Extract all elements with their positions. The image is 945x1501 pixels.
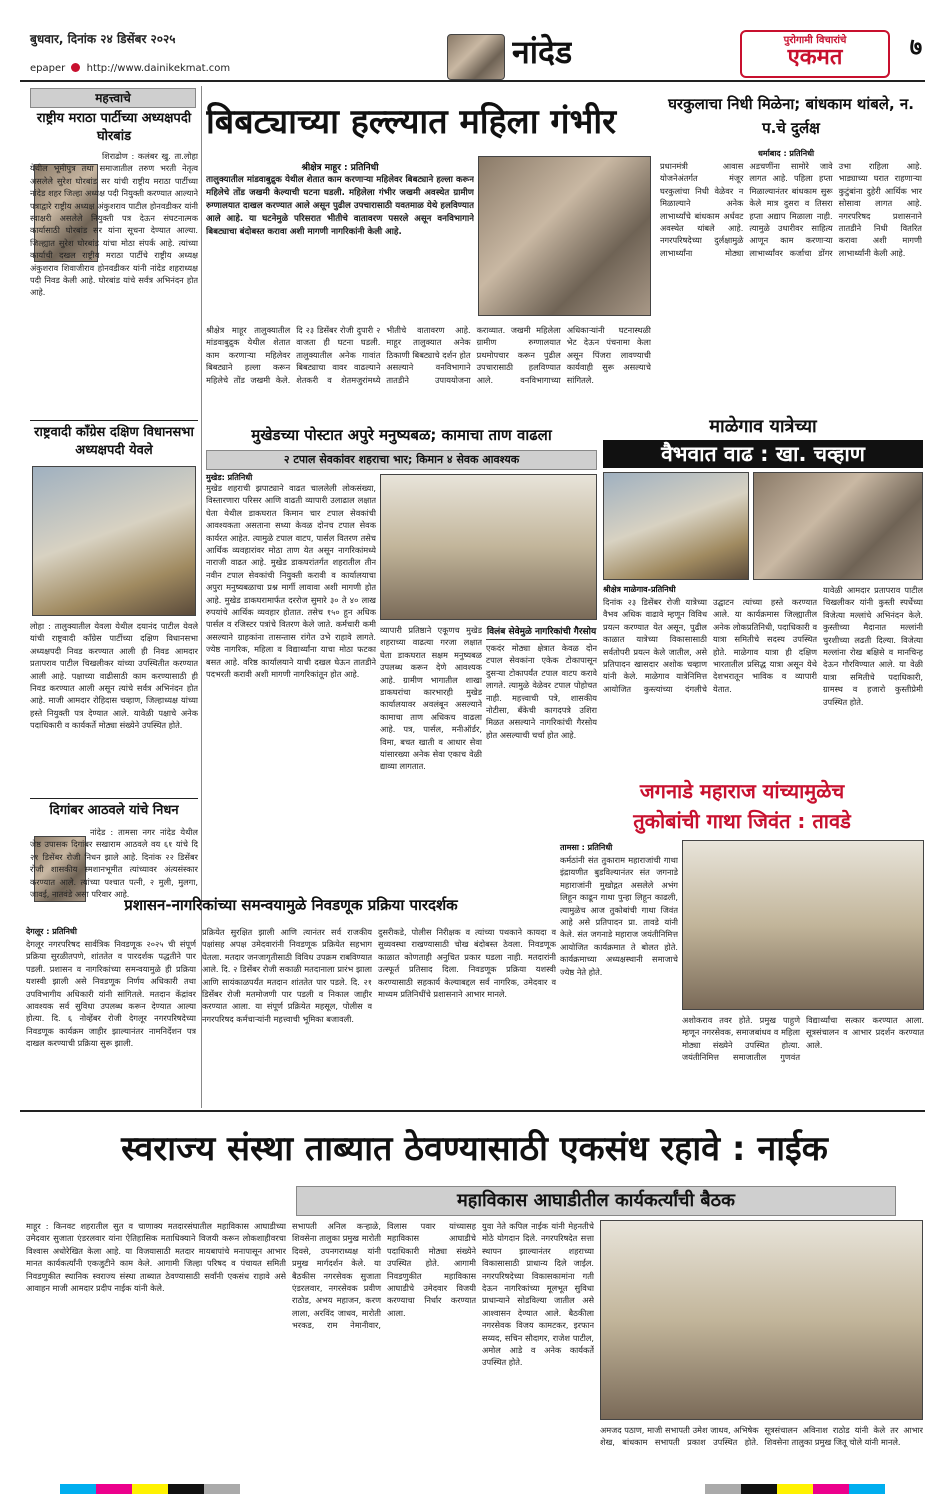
gharkul-body: प्रधानमंत्री आवास योजनेअंतर्गत मंजूर घरकुलांचा निधी वेळेवर न मिळाल्याने अनेक लाभार्थ्यांचे बांधकाम अर्धवट अवस्थेत थांबले आहे. नगरपरिषदेच्या दुर्लक्षामुळे लाभार्थ्यांना मोठ्या अडचणींना सामोरे जावे लागत आहे. पहिला हप्ता मिळाल्यानंतर बांधकाम सुरू केले मात्र दुसरा व तिसरा हप्ता अद्याप मिळाला नाही. त्यामुळे उधारीवर साहित्य आणून काम करणाऱ्या लाभार्थ्यांवर कर्जाचा डोंगर उभा राहिला आहे. भाड्याच्या घरात राहणाऱ्या कुटुंबांना दुहेरी आर्थिक भार सोसावा लागत आहे. नगरपरिषद प्रशासनाने तातडीने निधी वितरित करावा अशी मागणी लाभार्थ्यांनी केली आहे.	[660, 161, 922, 258]
color-bar-right	[705, 1484, 885, 1494]
story1-text: शिराढोण : कलंबर खु. ता.लोहा येथील भूमीपुत्र तथा समाजातील तरुण भरती नेतृत्व असलेले सुरेश घोरबांड सर यांची राष्ट्रीय मराठा पार्टीच्या नांदेड शहर जिल्हा अध्यक्ष पदी नियुक्ती करण्यात आल्याने पत्राद्वारे राष्ट्रीय अध्यक्ष अंकुशराव पाटील होनवडीकर यांनी स्वाक्षरी असलेले नियुक्ती पत्र देऊन संघटनात्मक कार्यासाठी घोरबांड सर यांना सूचना देण्यात आल्या. जिल्ह्यात सुरेश घोरबांड यांचा मोठा संपर्क आहे. त्यांच्या कार्याची दखल राष्ट्रीय मराठा पार्टीचे राष्ट्रीय अध्यक्ष अंकुशराव शिवाजीराव होनवडीकर यांनी नांदेड शहराध्यक्ष पदी निवड केली आहे. घोरबांड यांचे सर्वत्र अभिनंदन होत आहे.	[30, 151, 198, 298]
naik-caption: अमजद पठाण, माजी सभापती उमेश जाधव, अभिषेक शेख, बांधकाम सभापती प्रकाश उपस्थित होते. सूत्रसंचालन अविनाश राठोड यांनी केले तर आभार शिवसेना तालुका प्रमुख जितू चोले यांनी मानले.	[600, 1425, 923, 1448]
lead-photo	[478, 156, 651, 316]
malegaon-photo-2	[753, 472, 923, 580]
malegaon-photo-1	[603, 472, 749, 580]
post-sidebar-head: विलंब सेवेमुळे नागरिकांची गैरसोय	[486, 624, 597, 640]
story2-headline: राष्ट्रवादी काँग्रेस दक्षिण विधानसभा अध्यक्षपदी येवले	[34, 425, 194, 458]
jagnade-body2: अशोकराव तवर होते. प्रमुख पाहुणे म्हणून नगरसेवक, समाजबांधव व महिला मोठ्या संख्येने उपस्थित होत्या. जयंतीनिमित्त समाजातील गुणवंत विद्यार्थ्यांचा सत्कार करण्यात आला. सूत्रसंचालन व आभार प्रदर्शन करण्यात आले.	[682, 1015, 924, 1063]
date-line: बुधवार, दिनांक २४ डिसेंबर २०२५	[30, 32, 176, 46]
city-emblem	[447, 34, 505, 80]
malegaon-byline: श्रीक्षेत्र माळेगाव-प्रतिनिधी	[603, 585, 676, 594]
naik-body: माहूर : किनवट शहरातील सुत व चाणाक्य मतदारसंघातील महाविकास आघाडीच्या उमेदवार सुजाता एंडरलवार यांना ऐतिहासिक मताधिक्याने विजयी करून लोकशाहीवरचा विश्वास अधोरेखित केला आहे. या विजयासाठी मतदार मायबापांचे मनापासून आभार मानत कार्यकर्त्यांनी एकजुटीने काम केले. आगामी जिल्हा परिषद व पंचायत समिती निवडणुकीत स्थानिक स्वराज्य संस्था ताब्यात ठेवण्यासाठी सर्वांनी एकसंध राहावे असे आवाहन माजी आमदार प्रदीप नाईक यांनी केले.	[26, 1221, 286, 1294]
color-bar-left	[60, 1484, 240, 1494]
post-byline: मुखेड: प्रतिनिधी	[206, 473, 253, 482]
gharkul-byline: धर्माबाद : प्रतिनिधी	[758, 149, 815, 158]
story2-text: लोहा : तालुक्यातील येवला येथील दयानंद पाटील येवले यांची राष्ट्रवादी काँग्रेस पार्टीच्या दक्षिण विधानसभा अध्यक्षपदी निवड करण्यात आली ही निवड आमदार प्रतापराव पाटील चिखलीकर यांच्या उपस्थितीत करण्यात आली आहे. पक्षाच्या वाढीसाठी काम करण्यासाठी ही निवड करण्यात आली असून त्यांचे सर्वत्र अभिनंदन होत आहे. माजी आमदार रोहिदास चव्हाण, जिल्हाध्यक्ष यांच्या हस्ते नियुक्ती पत्र देण्यात आले. यावेळी पक्षाचे अनेक पदाधिकारी व कार्यकर्ते मोठ्या संख्येने उपस्थित होते.	[30, 621, 198, 731]
jagnade-body: कर्मठांनी संत तुकाराम महाराजांची गाथा इंद्रायणीत बुडविल्यानंतर संत जगनाडे महाराजांनी मुखोद्गत असलेले अभंग लिहून काढून गाथा पुन्हा लिहून काढली, त्यामुळेच आज तुकोबांची गाथा जिवंत आहे असे प्रतिपादन प्रा. तावडे यांनी केले. संत जगनाडे महाराज जयंतीनिमित्त आयोजित कार्यक्रमात ते बोलत होते. कार्यक्रमाच्या अध्यक्षस्थानी समाजाचे ज्येष्ठ नेते होते.	[560, 855, 678, 977]
naik-photo	[600, 1220, 923, 1420]
page-number: ७	[909, 33, 923, 61]
globe-icon	[71, 63, 80, 72]
epaper-label: epaper	[30, 63, 66, 74]
story3-headline: दिगांबर आठवले यांचे निधन	[49, 803, 179, 818]
naik-headline: स्वराज्य संस्था ताब्यात ठेवण्यासाठी एकसंध रहावे : नाईक	[121, 1129, 828, 1169]
gharkul-headline: घरकुलाचा निधी मिळेना; बांधकाम थांबले, न. प.चे दुर्लक्ष	[668, 95, 914, 137]
story2-photo	[32, 466, 196, 616]
election-byline: देगलूर : प्रतिनिधी	[26, 927, 77, 936]
lead-byline: श्रीक्षेत्र माहूर : प्रतिनिधी	[301, 163, 379, 173]
jagnade-byline: तामसा : प्रतिनिधी	[560, 843, 613, 852]
jagnade-story	[560, 776, 924, 1102]
section-label: महत्त्वाचे	[30, 88, 196, 108]
naik-body2: सभापती अनिल कऱ्हाळे, शिवसेना तालुका प्रमुख मारोती दिवसे, उपनगराध्यक्ष यांनी प्रमुख मार्गदर्शन केले. या बैठकीस नगरसेवक सुजाता एंडरलवार, नगरसेवक प्रवीण राठोड, अभय महाजन, करण लाला, अरविंद जाधव, मारोती भरकड, राम नेमानीवार, विलास पवार यांच्यासह महाविकास आघाडीचे पदाधिकारी मोठ्या संख्येने उपस्थित होते. आगामी निवडणुकीत महाविकास आघाडीचे उमेदवार विजयी करण्याचा निर्धार करण्यात आला.	[292, 1221, 476, 1331]
post-body: मुखेड शहराची झपाट्याने वाढत चाललेली लोकसंख्या, विस्तारणारा परिसर आणि वाढती व्यापारी उलाढाल लक्षात घेता येथील डाकघरात किमान चार टपाल सेवकांची आवश्यकता असताना सध्या केवळ दोनच टपाल सेवक कार्यरत आहेत. त्यामुळे टपाल वाटप, पार्सल वितरण तसेच आर्थिक व्यवहारांवर मोठा ताण येत असून नागरिकांमध्ये नाराजी वाढत आहे. मुखेड डाकघरांतर्गत शहरातील तीन नवीन टपाल सेवकांची नियुक्ती करावी व कार्यालयाचा अपुरा मनुष्यबळाचा प्रश्न मार्गी लावावा अशी मागणी होत आहे. मुखेड डाकघरामार्फत दररोज सुमारे ३० ते ४० लाख रुपयांचे आर्थिक व्यवहार होतात. तसेच १५० हून अधिक पार्सल व रजिस्टर पत्रांचे वितरण केले जाते. कर्मचारी कमी असल्याने ग्राहकांना तासन्तास रांगेत उभे राहावे लागते. ज्येष्ठ नागरिक, महिला व विद्यार्थ्यांना याचा मोठा फटका बसत आहे. वरिष्ठ कार्यालयाने याची दखल घेऊन तातडीने पदभरती करावी अशी मागणी नागरिकांतून होत आहे.	[206, 483, 376, 680]
malegaon-headline2: वैभवात वाढ : खा. चव्हाण	[603, 440, 923, 468]
jagnade-photo	[682, 840, 924, 1010]
brand-tagline: पुरोगामी विचारांचे	[783, 35, 847, 46]
brand-name: एकमत	[787, 45, 843, 70]
election-headline: प्रशासन-नागरिकांच्या समन्वयामुळे निवडणूक प्रक्रिया पारदर्शक	[124, 896, 458, 914]
naik-story	[26, 1114, 923, 1474]
lead-body: श्रीक्षेत्र माहूर तालुक्यातील मांडवाबुद्रुक येथील शेतात काम करणाऱ्या महिलेवर बिबट्याने हल्ला करून महिलेचे तोंड जखमी केले. दि २३ डिसेंबर रोजी दुपारी २ वाजता ही घटना घडली. तालुक्यातील अनेक गावांत बिबट्याचा वावर वाढल्याने शेतकरी व शेतमजुरांमध्ये भीतीचे वातावरण आहे. माहूर तालुक्यात अनेक ठिकाणी बिबट्याचे दर्शन होत असल्याने वनविभागाने तातडीने उपाययोजना कराव्यात. जखमी महिलेला ग्रामीण रुग्णालयात प्रथमोपचार करून पुढील उपचारासाठी हलविण्यात आले. वनविभागाच्या अधिकाऱ्यांनी घटनास्थळी भेट देऊन पंचनामा केला असून पिंजरा लावण्याची कार्यवाही सुरू असल्याचे सांगितले.	[206, 325, 651, 385]
city-name: नांदेड	[512, 33, 573, 71]
post-body2: व्यापारी प्रतिष्ठाने एकूणच मुखेड शहराच्या वाढत्या गरजा लक्षात घेता डाकघरात सक्षम मनुष्यबळ उपलब्ध करून देणे आवश्यक आहे. ग्रामीण भागातील शाखा डाकघरांचा कारभारही मुखेड कार्यालयावर अवलंबून असल्याने कामाचा ताण अधिकच वाढला आहे. पत्र, पार्सल, मनीऑर्डर, विमा, बचत खाती व आधार सेवा यांसारख्या अनेक सेवा एकाच वेळी द्याव्या लागतात.	[380, 625, 482, 772]
malegaon-body: दिनांक २३ डिसेंबर रोजी यात्रेच्या वैभव अधिक वाढावे म्हणून विविध प्रयत्न करण्यात येत असून, पुढील काळात यात्रेच्या विकासासाठी सर्वतोपरी प्रयत्न केले जातील, असे प्रतिपादन खासदार अशोक चव्हाण यांनी केले. माळेगाव यात्रेनिमित्त आयोजित कुस्त्यांच्या दंगलीचे उद्घाटन त्यांच्या हस्ते करण्यात आले. या कार्यक्रमास जिल्ह्यातील अनेक लोकप्रतिनिधी, पदाधिकारी व यात्रा समितीचे सदस्य उपस्थित होते. माळेगाव यात्रा ही दक्षिण भारतातील प्रसिद्ध यात्रा असून येथे देशभरातून भाविक व व्यापारी येतात.	[603, 597, 817, 694]
election-body3: दुसरीकडे, पोलीस निरीक्षक व त्यांच्या पथकाने कायदा व सुव्यवस्था राखण्यासाठी चोख बंदोबस्त ठेवला. निवडणूक काळात कोणताही अनुचित प्रकार घडला नाही. मतदारांनी उत्स्फूर्त प्रतिसाद दिला. निवडणूक प्रक्रिया यशस्वी करण्यासाठी सहकार्य केल्याबद्दल सर्व नागरिक, उमेदवार व माध्यम प्रतिनिधींचे प्रशासनाने आभार मानले.	[378, 927, 556, 1000]
lead-lede: तालुक्यातील मांडवाबुद्रुक येथील शेतात काम करणाऱ्या महिलेवर बिबट्याने हल्ला करून महिलेचे तोंड जखमी केल्याची घटना घडली. महिलेला गंभीर जखमी अवस्थेत ग्रामीण रुग्णालयात दाखल करण्यात आले असून पुढील उपचारासाठी यवतमाळ येथे हलविण्यात आले आहे. या घटनेमुळे परिसरात भीतीचे वातावरण पसरले असून वनविभागाने बिबट्याचा बंदोबस्त करावा अशी मागणी नागरिकांनी केली आहे.	[206, 175, 474, 237]
post-story	[206, 422, 597, 886]
brand-logo	[740, 30, 890, 78]
post-sidebar-text: एकदंर मोठ्या क्षेत्रात केवळ दोन टपाल सेवकांना एकेक टोकापासून दुसऱ्या टोकापर्यंत टपाल वाटप करावे लागते. त्यामुळे वेळेवर टपाल पोहोचत नाही. महत्त्वाची पत्रे, शासकीय नोटीसा, बँकेची कागदपत्रे उशिरा मिळत असल्याने नागरिकांची गैरसोय होत असल्याची चर्चा होत आहे.	[486, 643, 597, 740]
jagnade-headline2: तुकोबांची गाथा जिवंत : तावडे	[633, 809, 851, 833]
bottom-rule	[20, 1110, 925, 1112]
lead-headline: बिबट्याच्या हल्ल्यात महिला गंभीर	[206, 102, 617, 142]
story1-headline: राष्ट्रीय मराठा पार्टीच्या अध्यक्षपदी घोरबांड	[36, 111, 192, 144]
masthead	[0, 0, 945, 86]
naik-subhead: महाविकास आघाडीतील कार्यकर्त्यांची बैठक	[296, 1186, 896, 1216]
jagnade-headline1: जगनाडे महाराज यांच्यामुळेच	[639, 779, 845, 803]
story3-text: नांदेड : तामसा नगर नांदेड येथील जेष्ठ उपासक दिगांबर सखाराम आठवले वय ६१ यांचे दि २१ डिसेंबर रोजी निधन झाले आहे. दिनांक २२ डिसेंबर रोजी शासकीय स्मशानभूमीत त्यांच्यावर अंत्यसंस्कार करण्यात आले. त्यांच्या पश्चात पत्नी, २ मुली, मुलगा, जावई, नातवंडे असा परिवार आहे.	[30, 827, 198, 900]
gharkul-story	[660, 88, 922, 414]
election-body2: प्रक्रियेत सुरक्षित झाली आणि त्यानंतर सर्व राजकीय पक्षांसह अपक्ष उमेदवारांनी निवडणूक प्रक्रियेत सहभाग घेतला. मतदार जनजागृतीसाठी विविध उपक्रम राबविण्यात आले. दि. २ डिसेंबर रोजी सकाळी मतदानाला प्रारंभ झाला आणि सायंकाळपर्यंत मतदान शांततेत पार पडले. दि. २१ डिसेंबर रोजी मतमोजणी पार पडली व निकाल जाहीर करण्यात आला. या संपूर्ण प्रक्रियेत महसूल, पोलीस व नगरपरिषद कर्मचाऱ्यांनी महत्त्वाची भूमिका बजावली.	[202, 927, 372, 1024]
epaper-line	[30, 63, 230, 74]
postman-photo	[380, 474, 597, 620]
election-body: देगलूर नगरपरिषद सार्वत्रिक निवडणूक २०२५ ची संपूर्ण प्रक्रिया सुरळीतपणे, शांततेत व पारदर्शक पद्धतीने पार पडली. प्रशासन व नागरिकांच्या समन्वयामुळे ही प्रक्रिया यशस्वी झाली असे निवडणूक निर्णय अधिकारी तथा उपविभागीय अधिकारी यांनी सांगितले. मतदान केंद्रांवर आवश्यक सर्व सुविधा उपलब्ध करून देण्यात आल्या होत्या. दि. ६ नोव्हेंबर रोजी देगलूर नगरपरिषदेच्या निवडणूक कार्यक्रम जाहीर झाल्यानंतर नामनिर्देशन पत्र दाखल करण्याची प्रक्रिया सुरू झाली.	[26, 939, 196, 1049]
malegaon-body2: यावेळी आमदार प्रतापराव पाटील चिखलीकर यांनी कुस्ती स्पर्धेच्या विजेत्या मल्लांचे अभिनंदन केले. कुस्तीच्या मैदानात मल्लांनी चुरशीच्या लढती दिल्या. विजेत्या मल्लांना रोख बक्षिसे व मानचिन्ह देऊन गौरविण्यात आले. या वेळी यात्रा समितीचे पदाधिकारी, ग्रामस्थ व हजारो कुस्तीप्रेमी उपस्थित होते.	[823, 585, 923, 707]
lead-story	[206, 88, 651, 320]
post-headline: मुखेडच्या पोस्टात अपुरे मनुष्यबळ; कामाचा ताण वाढला	[251, 426, 552, 444]
naik-body3: युवा नेते कपिल नाईक यांनी मेहनतीचे मोठे योगदान दिले. नगरपरिषदेत सत्ता स्थापन झाल्यानंतर शहराच्या विकासासाठी प्राधान्य दिले जाईल. नगरपरिषदेच्या विकासकामांना गती देऊन नागरिकांच्या मूलभूत सुविधा प्राधान्याने सोडविल्या जातील असे आश्वासन देण्यात आले. बैठकीला नगरसेवक विजय कामटकर, इरफान सय्यद, सचिन सौदागर, राजेश पाटील, अमोल आडे व अनेक कार्यकर्ते उपस्थित होते.	[482, 1221, 594, 1368]
left-divider-2	[30, 798, 198, 799]
post-subhead: २ टपाल सेवकांवर शहराचा भार; किमान ४ सेवक आवश्यक	[206, 450, 597, 470]
website-link[interactable]: http://www.dainikekmat.com	[86, 63, 231, 74]
election-story	[26, 890, 556, 1106]
left-divider-1	[30, 420, 198, 421]
masthead-rule	[20, 80, 925, 82]
malegaon-headline1: माळेगाव यात्रेच्या	[709, 416, 817, 437]
